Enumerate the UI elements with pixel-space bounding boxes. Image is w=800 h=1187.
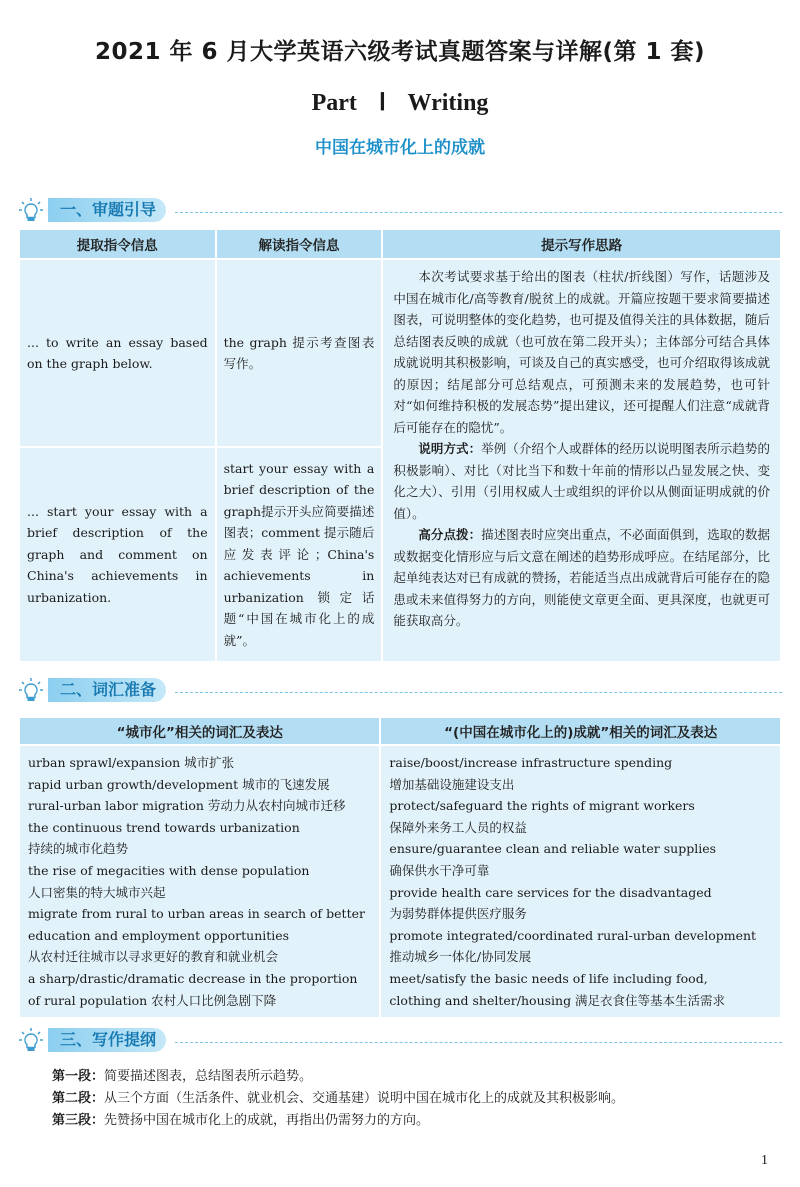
vocab-line: 持续的城市化趋势 (28, 841, 129, 857)
vocab-line: education and employment opportunities (28, 927, 290, 943)
essay-topic: 中国在城市化上的成就 (315, 138, 485, 158)
vocab-line: 为弱势群体提供医疗服务 (389, 906, 527, 922)
vocab-line: rapid urban growth/development 城市的飞速发展 (28, 776, 330, 792)
vocab-line: urban sprawl/expansion 城市扩张 (28, 755, 235, 770)
vocab-column-urbanization (19, 745, 380, 1018)
vocab-line: 增加基础设施建设支出 (389, 776, 515, 792)
section-label: 一、审题引导 (48, 198, 166, 222)
writing-hints-cell (382, 259, 781, 662)
lightbulb-icon (18, 676, 48, 706)
vocab-line: of rural population 农村人口比例急剧下降 (28, 992, 277, 1008)
lightbulb-icon (18, 1026, 48, 1056)
vocab-line: the rise of megacities with dense population (28, 862, 310, 878)
vocab-line: 保障外来务工人员的权益 (389, 819, 527, 835)
hints-intro: 本次考试要求基于给出的图表（柱状/折线图）写作，话题涉及中国在城市化/高等教育/脱贫上的成就。开篇应按题干要求简要描述图表，可说明整体的变化趋势，也可提及值得关注的具体数据，随后总结图表反映的成就（也可放在第二段开头）；主体部分可结合具体成就说明其积极影响，可谈及自己的真实感受，也可介绍取得该成就的原因；结尾部分可总结观点，可预测未来的发展趋势，也可针对“如何维持积极的发展态势”提出建议，还可提醒人们注意“成就背后可能存在的隐忧”。 (393, 269, 770, 435)
column-header: “(中国在城市化上的)成就”相关的词汇及表达 (380, 717, 781, 745)
divider (175, 212, 782, 213)
vocab-column-achievements (380, 745, 781, 1018)
section-label: 三、写作提纲 (48, 1028, 166, 1052)
vocab-line: clothing and shelter/housing 满足衣食住等基本生活需求 (389, 992, 726, 1008)
analysis-table (18, 228, 782, 663)
vocab-line: provide health care services for the disadvantaged (389, 884, 712, 900)
column-header: 提取指令信息 (19, 229, 216, 259)
vocab-line: migrate from rural to urban areas in search of better (28, 906, 365, 922)
document-title: 2021 年 6 月大学英语六级考试真题答案与详解(第 1 套) (94, 39, 706, 65)
section-label: 二、词汇准备 (48, 678, 166, 702)
part-heading: Part Ⅰ Writing (311, 90, 489, 116)
outline-item: 第二段：从三个方面（生活条件、就业机会、交通基建）说明中国在城市化上的成就及其积极影响。 (52, 1091, 625, 1106)
vocab-line: rural-urban labor migration 劳动力从农村向城市迁移 (28, 798, 346, 814)
vocab-line: 确保供水干净可靠 (389, 862, 490, 878)
divider (175, 692, 782, 693)
vocab-line: 从农村迁往城市以寻求更好的教育和就业机会 (28, 949, 279, 965)
vocab-line: protect/safeguard the rights of migrant workers (389, 798, 695, 814)
interpret-cell: start your essay with a brief description of the graph提示开头应简要描述图表；comment 提示随后应发表评论；China's achievements in urbanization 锁定话题“中国在城市化上的成就”。 (216, 447, 383, 662)
interpret-cell: the graph 提示考查图表写作。 (216, 259, 383, 447)
vocab-line: ensure/guarantee clean and reliable water supplies (389, 841, 717, 857)
extract-cell: ... to write an essay based on the graph below. (19, 259, 216, 447)
extract-cell: ... start your essay with a brief description of the graph and comment on China's achievements in urbanization. (19, 447, 216, 662)
vocab-line: 推动城乡一体化/协同发展 (389, 949, 532, 965)
page-number: 1 (761, 1153, 768, 1168)
hints-tip: 高分点拨：描述图表时应突出重点，不必面面俱到，选取的数据或数据变化情形应与后文意在阐述的趋势形成呼应。在结尾部分，比起单纯表达对已有成就的赞扬，若能适当点出成就背后可能存在的隐患或未来值得努力的方向，则能使文章更全面、更具深度，也就更可能获取高分。 (393, 527, 770, 628)
vocab-line: promote integrated/coordinated rural-urban development (389, 927, 757, 943)
vocab-line: raise/boost/increase infrastructure spending (389, 755, 673, 770)
column-header: 提示写作思路 (382, 229, 781, 259)
outline-item: 第三段：先赞扬中国在城市化上的成就，再指出仍需努力的方向。 (52, 1113, 430, 1128)
outline-item: 第一段：简要描述图表，总结图表所示趋势。 (52, 1069, 313, 1084)
writing-outline (52, 1066, 624, 1132)
column-header: “城市化”相关的词汇及表达 (19, 717, 380, 745)
vocab-line: 人口密集的特大城市兴起 (28, 884, 166, 900)
column-header: 解读指令信息 (216, 229, 383, 259)
vocab-line: meet/satisfy the basic needs of life including food, (389, 970, 708, 986)
lightbulb-icon (18, 196, 48, 226)
vocab-line: a sharp/drastic/dramatic decrease in the proportion (28, 970, 358, 986)
hints-method: 说明方式：举例（介绍个人或群体的经历以说明图表所示趋势的积极影响）、对比（对比当下和数十年前的情形以凸显发展之快、变化之大）、引用（引用权威人士或组织的评价以从侧面证明成就的价值）。 (393, 441, 770, 521)
vocabulary-table (18, 716, 782, 1019)
vocab-line: the continuous trend towards urbanization (28, 819, 300, 835)
divider (175, 1042, 782, 1043)
